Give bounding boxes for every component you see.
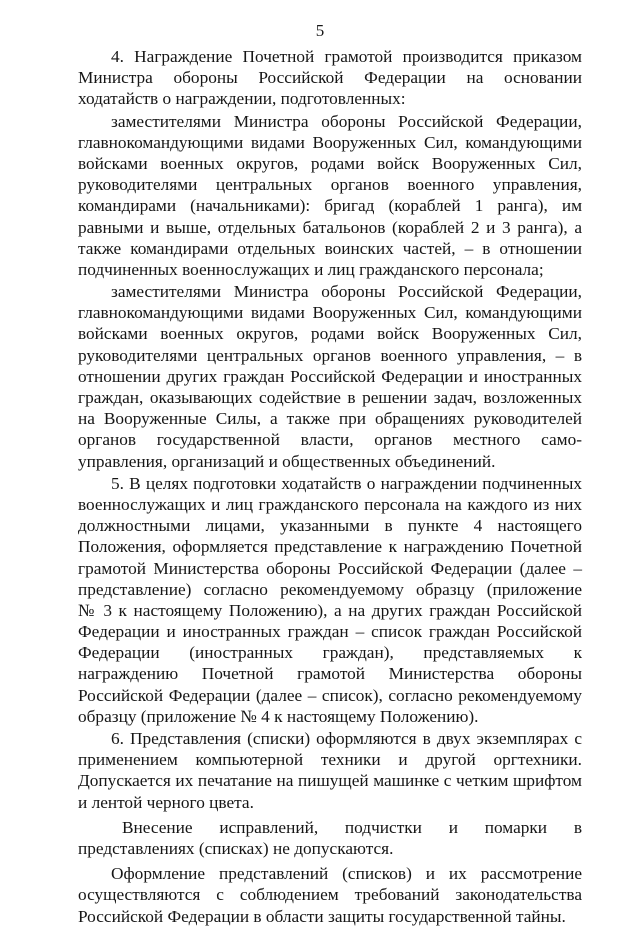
text-line: управления, организаций и общественных объединений. bbox=[78, 451, 496, 471]
text-line: также командирами отдельных воинских частей, – в отношении bbox=[78, 238, 582, 258]
paragraph-p4b bbox=[78, 281, 582, 472]
text-line: руководителями центральных органов военного управления, – в bbox=[78, 345, 582, 365]
text-line: грамотой Министерства обороны Российской Федерации (далее – bbox=[78, 558, 582, 578]
text-line: войсками военных округов, родами войск Вооруженных Сил, bbox=[78, 153, 582, 173]
text-line: Внесение исправлений, подчистки и помарки в bbox=[122, 817, 582, 837]
text-line: заместителями Министра обороны Российской Федерации, bbox=[111, 111, 582, 131]
text-line: применением компьютерной техники и другой оргтехники. bbox=[78, 750, 582, 770]
text-line: Министра обороны Российской Федерации на основании bbox=[78, 68, 582, 88]
text-line: Положения, оформляется представление к награждению Почетной bbox=[78, 537, 582, 557]
text-line: равными и выше, отдельных батальонов (кораблей 2 и 3 ранга), а bbox=[78, 217, 582, 237]
text-line: осуществляются с соблюдением требований законодательства bbox=[78, 885, 582, 905]
text-line: 4. Награждение Почетной грамотой производится приказом bbox=[111, 47, 582, 66]
text-line: 6. Представления (списки) оформляются в двух экземплярах с bbox=[111, 729, 582, 748]
text-line: Российской Федерации в области защиты государственной тайны. bbox=[78, 906, 566, 926]
text-line: заместителями Министра обороны Российской Федерации, bbox=[111, 282, 582, 302]
text-line: граждан, оказывающих содействие в решении задач, возложенных bbox=[78, 388, 582, 407]
text-line: ходатайств о награждении, подготовленных: bbox=[78, 89, 406, 109]
text-line: органов государственной власти, органов местного само- bbox=[78, 430, 582, 450]
text-line: образцу (приложение № 4 к настоящему Положению). bbox=[78, 706, 479, 726]
text-line: руководителями центральных органов военного управления, bbox=[78, 175, 582, 195]
text-line: военнослужащих и лиц гражданского персонала на каждого из них bbox=[78, 494, 582, 514]
text-line: представление) согласно рекомендуемому образцу (приложение bbox=[78, 579, 582, 599]
text-line: представлениях (списках) не допускаются. bbox=[78, 838, 394, 858]
paragraph-p6a bbox=[78, 817, 582, 859]
document-body bbox=[78, 46, 582, 927]
text-line: № 3 к настоящему Положению), а на других граждан Российской bbox=[78, 600, 582, 620]
text-line: награждению Почетной грамотой Министерства обороны bbox=[78, 664, 582, 684]
paragraph-p5 bbox=[78, 473, 582, 727]
page-number: 5 bbox=[315, 21, 325, 40]
text-line: главнокомандующими видами Вооруженных Сил, командующими bbox=[78, 132, 582, 152]
text-line: командирами (начальниками): бригад (кораблей 1 ранга), им bbox=[78, 196, 582, 216]
text-line: на Вооруженные Силы, а также при обращениях руководителей bbox=[78, 409, 582, 429]
text-line: войсками военных округов, родами войск Вооруженных Сил, bbox=[78, 324, 582, 344]
text-line: должностными лицами, указанными в пункте 4 настоящего bbox=[78, 516, 582, 536]
text-line: отношении других граждан Российской Федерации и иностранных bbox=[78, 366, 582, 386]
text-line: подчиненных военнослужащих и лиц гражданского персонала; bbox=[78, 259, 544, 279]
text-line: Российской Федерации (далее – список), согласно рекомендуемому bbox=[78, 685, 582, 705]
text-line: Оформление представлений (списков) и их рассмотрение bbox=[111, 864, 582, 884]
paragraph-p4 bbox=[78, 46, 582, 110]
paragraph-p4a bbox=[78, 111, 582, 281]
paragraph-p6b bbox=[78, 863, 582, 927]
text-line: Федерации и иностранных граждан – список граждан Российской bbox=[78, 622, 582, 642]
text-line: главнокомандующими видами Вооруженных Сил, командующими bbox=[78, 303, 582, 323]
text-line: 5. В целях подготовки ходатайств о награждении подчиненных bbox=[111, 473, 582, 493]
text-line: Допускается их печатание на пишущей машинке с четким шрифтом bbox=[78, 771, 582, 791]
paragraph-p6 bbox=[78, 728, 582, 813]
text-line: и лентой черного цвета. bbox=[78, 792, 254, 812]
text-line: Федерации (иностранных граждан), представляемых к bbox=[78, 643, 582, 663]
